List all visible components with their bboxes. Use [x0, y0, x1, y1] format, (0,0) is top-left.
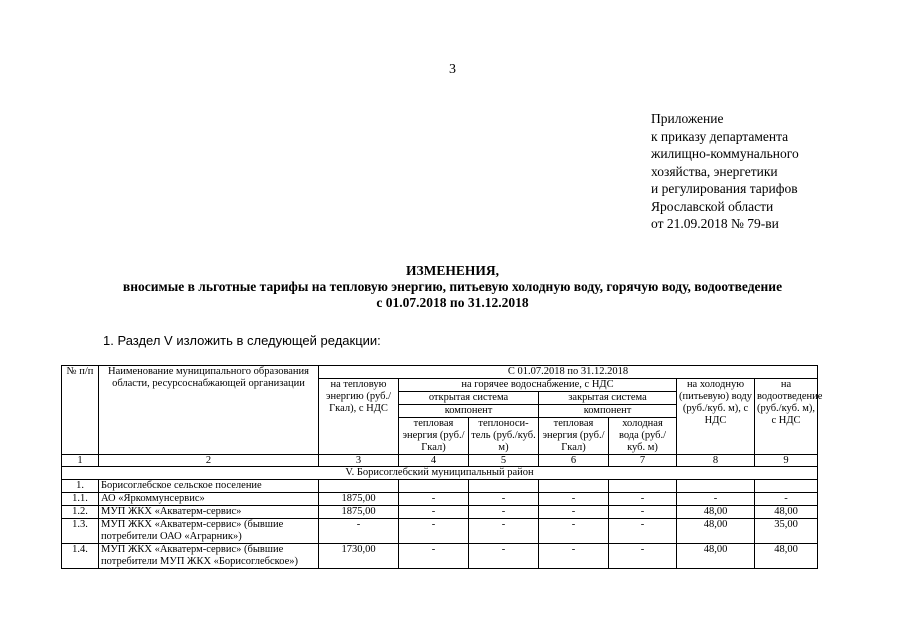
row-value: - [755, 493, 818, 506]
row-value: - [469, 519, 539, 544]
row-value: - [539, 493, 609, 506]
row-num: 1.2. [62, 506, 99, 519]
row-value: - [319, 519, 399, 544]
appendix-line: жилищно-коммунального [651, 146, 799, 161]
table-row [62, 506, 818, 519]
row-value [399, 480, 469, 493]
row-value: - [677, 493, 755, 506]
row-value: 1875,00 [319, 506, 399, 519]
row-value: 48,00 [677, 544, 755, 569]
appendix-line: Ярославской области [651, 198, 774, 214]
row-value: - [469, 506, 539, 519]
header-closed-system: закрытая система [539, 392, 677, 405]
appendix-block [651, 110, 799, 233]
row-value [539, 480, 609, 493]
header-heat-energy-open: тепловая энергия (руб./Гкал) [399, 418, 469, 455]
row-value: - [469, 544, 539, 569]
appendix-line: Приложение [651, 111, 724, 126]
table-row [62, 544, 818, 569]
row-value: - [609, 544, 677, 569]
header-heat-energy-closed: тепловая энергия (руб./Гкал) [539, 418, 609, 455]
title-line: ИЗМЕНЕНИЯ, [405, 263, 499, 278]
header-sewage: на водоотведение (руб./куб. м), с НДС [755, 379, 818, 455]
row-organization: МУП ЖКХ «Акватерм-сервис» [99, 506, 319, 519]
row-value: - [539, 506, 609, 519]
row-value: - [609, 506, 677, 519]
header-open-system: открытая система [399, 392, 539, 405]
row-value: - [399, 493, 469, 506]
column-index: 9 [755, 455, 818, 467]
row-value: 48,00 [755, 544, 818, 569]
tariff-table [61, 365, 823, 569]
row-value: - [539, 544, 609, 569]
column-index: 8 [677, 455, 755, 467]
row-value: - [539, 519, 609, 544]
row-value: 1875,00 [319, 493, 399, 506]
document-title [0, 263, 905, 311]
header-hot-water: на горячее водоснабжение, с НДС [399, 379, 677, 392]
row-value: 48,00 [677, 506, 755, 519]
row-num: 1.4. [62, 544, 99, 569]
header-name: Наименование муниципального образования области, ресурсоснабжающей организации [99, 366, 319, 455]
section-row [62, 467, 818, 480]
table-row [62, 493, 818, 506]
row-value [319, 480, 399, 493]
header-component-open: компонент [399, 405, 539, 418]
appendix-line: к приказу департамента [651, 128, 789, 144]
row-value [469, 480, 539, 493]
table-row [62, 480, 818, 493]
column-index: 1 [62, 455, 99, 467]
appendix-line: хозяйства, энергетики [651, 163, 778, 179]
column-index: 6 [539, 455, 609, 467]
column-index: 7 [609, 455, 677, 467]
row-value: 1730,00 [319, 544, 399, 569]
section-title: V. Борисоглебский муниципальный район [62, 467, 818, 480]
column-index: 5 [469, 455, 539, 467]
row-num: 1. [62, 480, 99, 493]
table-row [62, 519, 818, 544]
row-value: 48,00 [677, 519, 755, 544]
row-value: - [399, 506, 469, 519]
row-value: - [609, 519, 677, 544]
row-organization: МУП ЖКХ «Акватерм-сервис» (бывшие потребители ОАО «Аграрник») [99, 519, 319, 544]
row-organization: Борисоглебское сельское поселение [99, 480, 319, 493]
row-value: 35,00 [755, 519, 818, 544]
column-index: 3 [319, 455, 399, 467]
row-value [609, 480, 677, 493]
row-value: - [399, 544, 469, 569]
row-value: - [609, 493, 677, 506]
page-number: 3 [449, 62, 456, 77]
row-num: 1.1. [62, 493, 99, 506]
column-index-row [62, 455, 818, 467]
header-num: № п/п [62, 366, 99, 455]
header-heat: на тепловую энергию (руб./Гкал), с НДС [319, 379, 399, 455]
title-line: вносимые в льготные тарифы на тепловую энергию, питьевую холодную воду, горячую воду, водоотведение [122, 279, 783, 294]
row-num: 1.3. [62, 519, 99, 544]
intro-paragraph: 1. Раздел V изложить в следующей редакции: [103, 333, 381, 348]
row-value: 48,00 [755, 506, 818, 519]
row-organization: АО «Яркоммунсервис» [99, 493, 319, 506]
header-cold-water: на холодную (питьевую) воду (руб./куб. м), с НДС [677, 379, 755, 455]
row-organization: МУП ЖКХ «Акватерм-сервис» (бывшие потребители МУП ЖКХ «Борисоглебское») [99, 544, 319, 569]
column-index: 4 [399, 455, 469, 467]
appendix-line: и регулирования тарифов [651, 181, 798, 196]
row-value: - [399, 519, 469, 544]
row-value: - [469, 493, 539, 506]
column-index: 2 [99, 455, 319, 467]
header-coolant: теплоноси- тель (руб./куб. м) [469, 418, 539, 455]
header-component-closed: компонент [539, 405, 677, 418]
header-cold-water-component: холодная вода (руб./куб. м) [609, 418, 677, 455]
row-value [677, 480, 755, 493]
appendix-line: от 21.09.2018 № 79-ви [651, 216, 779, 231]
title-line: с 01.07.2018 по 31.12.2018 [376, 295, 529, 310]
header-period: С 01.07.2018 по 31.12.2018 [319, 366, 818, 379]
row-value [755, 480, 818, 493]
